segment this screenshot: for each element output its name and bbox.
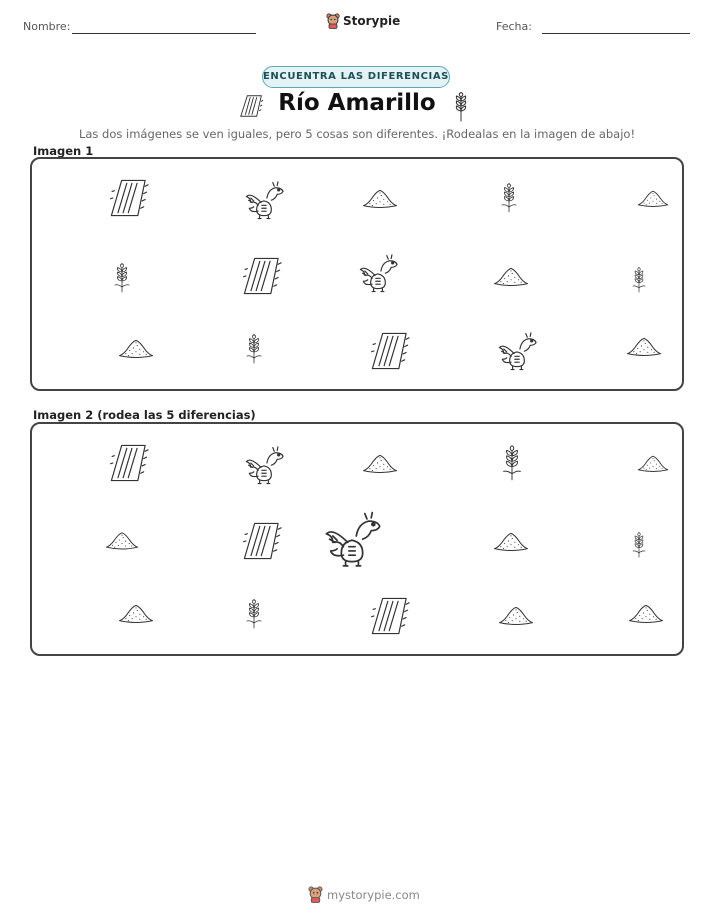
river-icon: [107, 176, 151, 220]
dragon-icon: [356, 249, 400, 293]
loess-pile-icon: [356, 179, 404, 217]
loess-pile-icon: [630, 181, 676, 215]
image1-panel: [30, 157, 684, 391]
wheat-icon[interactable]: [626, 520, 652, 570]
river-icon[interactable]: [107, 441, 151, 485]
date-line[interactable]: [542, 33, 690, 34]
image1-label: Imagen 1: [33, 144, 94, 158]
date-label: Fecha:: [496, 20, 532, 33]
dragon-icon[interactable]: [242, 441, 286, 485]
loess-pile-icon[interactable]: [630, 446, 676, 480]
loess-pile-icon[interactable]: [492, 596, 540, 634]
dragon-icon: [495, 327, 539, 371]
river-icon[interactable]: [240, 519, 284, 563]
loess-pile-icon: [112, 329, 160, 367]
wheat-icon: [239, 324, 269, 374]
wheat-icon[interactable]: [239, 589, 269, 639]
bear-mascot-icon: [308, 886, 323, 903]
footer-url: mystorypie.com: [327, 887, 420, 902]
wheat-icon: [107, 253, 137, 303]
brand-logo: [326, 13, 400, 29]
bear-mascot-icon: [326, 13, 340, 29]
dragon-icon: [242, 176, 286, 220]
find-differences-badge: ENCUENTRA LAS DIFERENCIAS: [262, 66, 450, 88]
name-line[interactable]: [72, 33, 256, 34]
dragon-icon[interactable]: [320, 504, 384, 568]
river-icon[interactable]: [368, 594, 412, 638]
loess-pile-icon[interactable]: [112, 594, 160, 632]
image2-panel[interactable]: [30, 422, 684, 656]
loess-pile-icon[interactable]: [96, 522, 148, 558]
brand-name: Storypie: [343, 14, 401, 28]
instructions: Las dos imágenes se ven iguales, pero 5 cosas son diferentes. ¡Rodealas en la imagen de abajo!: [78, 127, 636, 141]
loess-pile-icon: [487, 257, 535, 295]
loess-pile-icon[interactable]: [487, 522, 535, 560]
wheat-icon: [626, 255, 652, 305]
loess-pile-icon[interactable]: [622, 594, 670, 632]
loess-pile-icon[interactable]: [356, 444, 404, 482]
loess-pile-icon: [620, 327, 668, 365]
wheat-icon: [494, 173, 524, 223]
image2-label: Imagen 2 (rodea las 5 diferencias): [33, 408, 256, 422]
footer: [308, 886, 420, 903]
wheat-icon[interactable]: [494, 428, 530, 498]
river-icon: [368, 329, 412, 373]
wheat-icon: [451, 92, 471, 122]
page-title: Río Amarillo: [278, 90, 436, 116]
river-icon: [240, 254, 284, 298]
name-label: Nombre:: [23, 20, 71, 33]
